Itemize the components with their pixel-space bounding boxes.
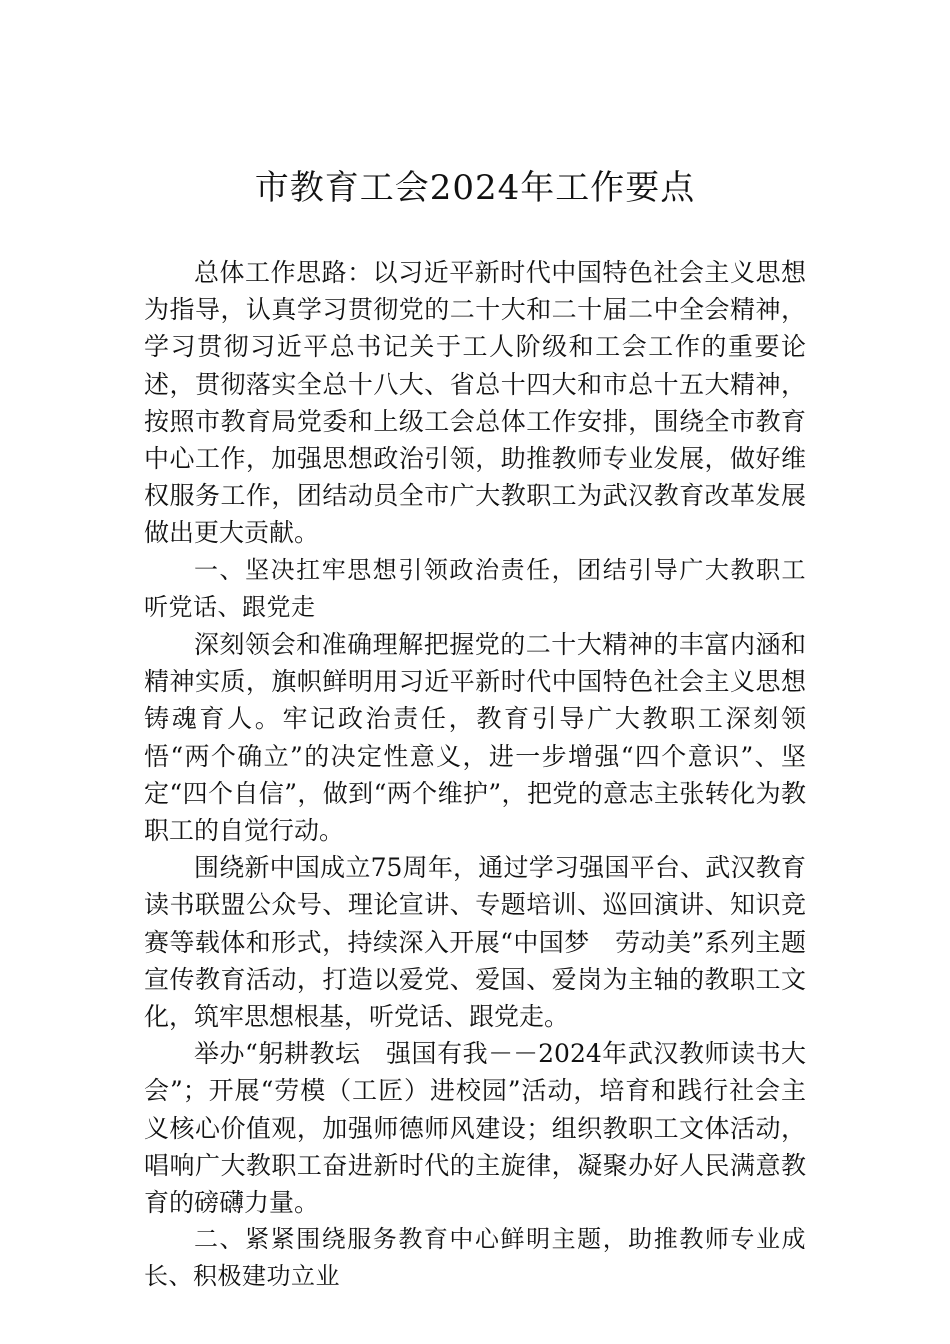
section-heading-1: 一、坚决扛牢思想引领政治责任，团结引导广大教职工听党话、跟党走 (144, 555, 806, 621)
section-heading-2: 二、紧紧围绕服务教育中心鲜明主题，助推教师专业成长、积极建功立业 (144, 1225, 806, 1291)
document-body (144, 254, 806, 1296)
paragraph-75th-anniversary: 围绕新中国成立75周年，通过学习强国平台、武汉教育读书联盟公众号、理论宣讲、专题培训、巡回演讲、知识竞赛等载体和形式，持续深入开展“中国梦 劳动美”系列主题宣传教育活动，打造以爱党、爱国、爱岗为主轴的教职工文化，筑牢思想根基，听党话、跟党走。 (144, 853, 806, 1032)
paragraph-overall-approach: 总体工作思路：以习近平新时代中国特色社会主义思想为指导，认真学习贯彻党的二十大和二十届二中全会精神，学习贯彻习近平总书记关于工人阶级和工会工作的重要论述，贯彻落实全总十八大、省总十四大和市总十五大精神，按照市教育局党委和上级工会总体工作安排，围绕全市教育中心工作，加强思想政治引领，助推教师专业发展，做好维权服务工作，团结动员全市广大教职工为武汉教育改革发展做出更大贡献。 (144, 258, 806, 548)
paragraph-reading-conference: 举办“躬耕教坛 强国有我－－2024年武汉教师读书大会”；开展“劳模（工匠）进校园”活动，培育和践行社会主义核心价值观，加强师德师风建设；组织教职工文体活动，唱响广大教职工奋进新时代的主旋律，凝聚办好人民满意教育的磅礴力量。 (144, 1039, 806, 1218)
paragraph-political-responsibility: 深刻领会和准确理解把握党的二十大精神的丰富内涵和精神实质，旗帜鲜明用习近平新时代中国特色社会主义思想铸魂育人。牢记政治责任，教育引导广大教职工深刻领悟“两个确立”的决定性意义，进一步增强“四个意识”、坚定“四个自信”，做到“两个维护”，把党的意志主张转化为教职工的自觉行动。 (144, 630, 806, 846)
document-title: 市教育工会2024年工作要点 (254, 168, 696, 208)
